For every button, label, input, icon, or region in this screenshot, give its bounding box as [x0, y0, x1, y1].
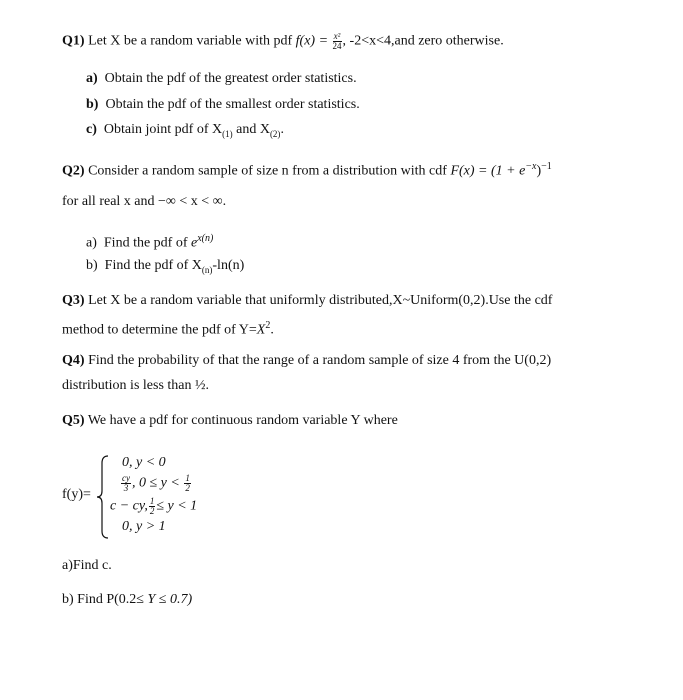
q1-part-c-sub1: (1) — [222, 128, 233, 139]
q4-text: Find the probability of that the range of a random sample of size 4 from the U(0,2) — [88, 353, 552, 368]
q1-part-a — [86, 70, 357, 88]
q1-part-c-label: c) — [86, 122, 97, 137]
q2-line2: for all real x and −∞ < x < ∞. — [62, 194, 227, 209]
q4-line1 — [62, 352, 551, 370]
q1-part-c — [86, 121, 284, 143]
q1-frac-num: x² — [333, 31, 341, 41]
q2-part-a — [86, 230, 213, 253]
q2-part-a-sup: x(n) — [197, 233, 214, 244]
q3-line2-end: . — [270, 322, 274, 338]
q2-cdf-sup2: −1 — [541, 161, 552, 172]
q5-fy: f(y)= — [62, 487, 91, 502]
q5-case2-frac — [121, 474, 131, 493]
q2-part-b-label: b) — [86, 258, 98, 273]
q3-line1 — [62, 292, 552, 310]
q2-part-a-text: Find the pdf of — [103, 235, 191, 251]
q5-part-b-pre: b) Find P(0.2≤ — [62, 592, 144, 607]
q5-label: Q5) — [62, 413, 85, 428]
q2-line — [62, 158, 552, 181]
q2-cdf-sup: −x — [525, 161, 537, 172]
q2-part-b-sub: (n) — [201, 264, 213, 275]
q1-label: Q1) — [62, 33, 85, 49]
q1-part-c-mid: and X — [232, 122, 270, 137]
q5-case2-den: 3 — [123, 483, 129, 493]
q1-range: -2<x<4,and zero otherwise. — [349, 33, 504, 49]
q5-case2 — [120, 474, 192, 493]
q2-cdf-close: ) — [536, 163, 542, 179]
q5-case3-fd: 2 — [149, 506, 155, 516]
q1-part-a-text: Obtain the pdf of the greatest order statistics. — [104, 71, 357, 86]
q4-label: Q4) — [62, 353, 85, 368]
q5-case3 — [110, 497, 197, 516]
q1-frac-den: 24 — [332, 41, 342, 51]
q1-frac-suffix: , — [342, 33, 347, 49]
q5-part-a: a)Find c. — [62, 558, 112, 573]
q1-func: f(x) = — [295, 33, 329, 49]
q1-fraction — [333, 32, 342, 51]
q4-line2: distribution is less than ½. — [62, 378, 209, 393]
q5-case3-frac — [149, 497, 156, 516]
q1-part-a-label: a) — [86, 71, 98, 86]
q5-part-b-math: Y ≤ 0.7) — [143, 592, 193, 607]
q5-case2-rest: , 0 ≤ y < — [132, 475, 180, 491]
q1-part-c-end: . — [280, 122, 284, 137]
q5-text: We have a pdf for continuous random variable Y where — [87, 413, 398, 428]
q5-case2-frac2 — [184, 474, 191, 493]
q3-line2-math: X — [256, 322, 266, 338]
piecewise-brace — [96, 455, 110, 539]
q1-part-b-text: Obtain the pdf of the smallest order statistics. — [105, 97, 360, 112]
q2-label: Q2) — [62, 163, 85, 179]
q5-case2-fn: 1 — [185, 473, 190, 483]
q1-part-c-text: Obtain joint pdf of X — [103, 122, 223, 137]
q1-text: Let X be a random variable with pdf — [88, 33, 293, 49]
q2-cdf: F(x) = (1 + e — [450, 163, 526, 179]
q5-case1: 0, y < 0 — [122, 455, 166, 470]
q3-line2 — [62, 317, 274, 340]
q2-part-a-label: a) — [86, 235, 97, 251]
q5-line — [62, 412, 398, 430]
q2-part-b-end: -ln(n) — [212, 258, 245, 273]
q2-part-a-math: e — [191, 235, 198, 251]
q5-case2-fd: 2 — [185, 483, 190, 493]
q1-part-b-label: b) — [86, 97, 99, 112]
q1-part-b — [86, 96, 360, 114]
q3-text: Let X be a random variable that uniformly distributed,X~Uniform(0,2).Use the cdf — [88, 293, 553, 308]
q5-case3-rest: ≤ y < 1 — [156, 498, 198, 514]
q3-line2-sup: 2 — [265, 320, 271, 331]
q5-case3-pre: c − cy, — [110, 498, 148, 514]
q5-part-b — [62, 591, 192, 609]
q3-label: Q3) — [62, 293, 85, 308]
q1-part-c-sub2: (2) — [269, 128, 281, 139]
q1-line — [62, 32, 504, 51]
q5-case2-num: cy — [122, 473, 130, 483]
q2-text: Consider a random sample of size n from a distribution with cdf — [88, 163, 447, 179]
q2-part-b — [86, 257, 244, 279]
q2-part-b-text: Find the pdf of X — [104, 258, 202, 273]
q5-case3-fn: 1 — [149, 496, 155, 506]
q5-case4: 0, y > 1 — [122, 519, 166, 534]
q3-line2-pre: method to determine the pdf of Y= — [62, 322, 257, 338]
